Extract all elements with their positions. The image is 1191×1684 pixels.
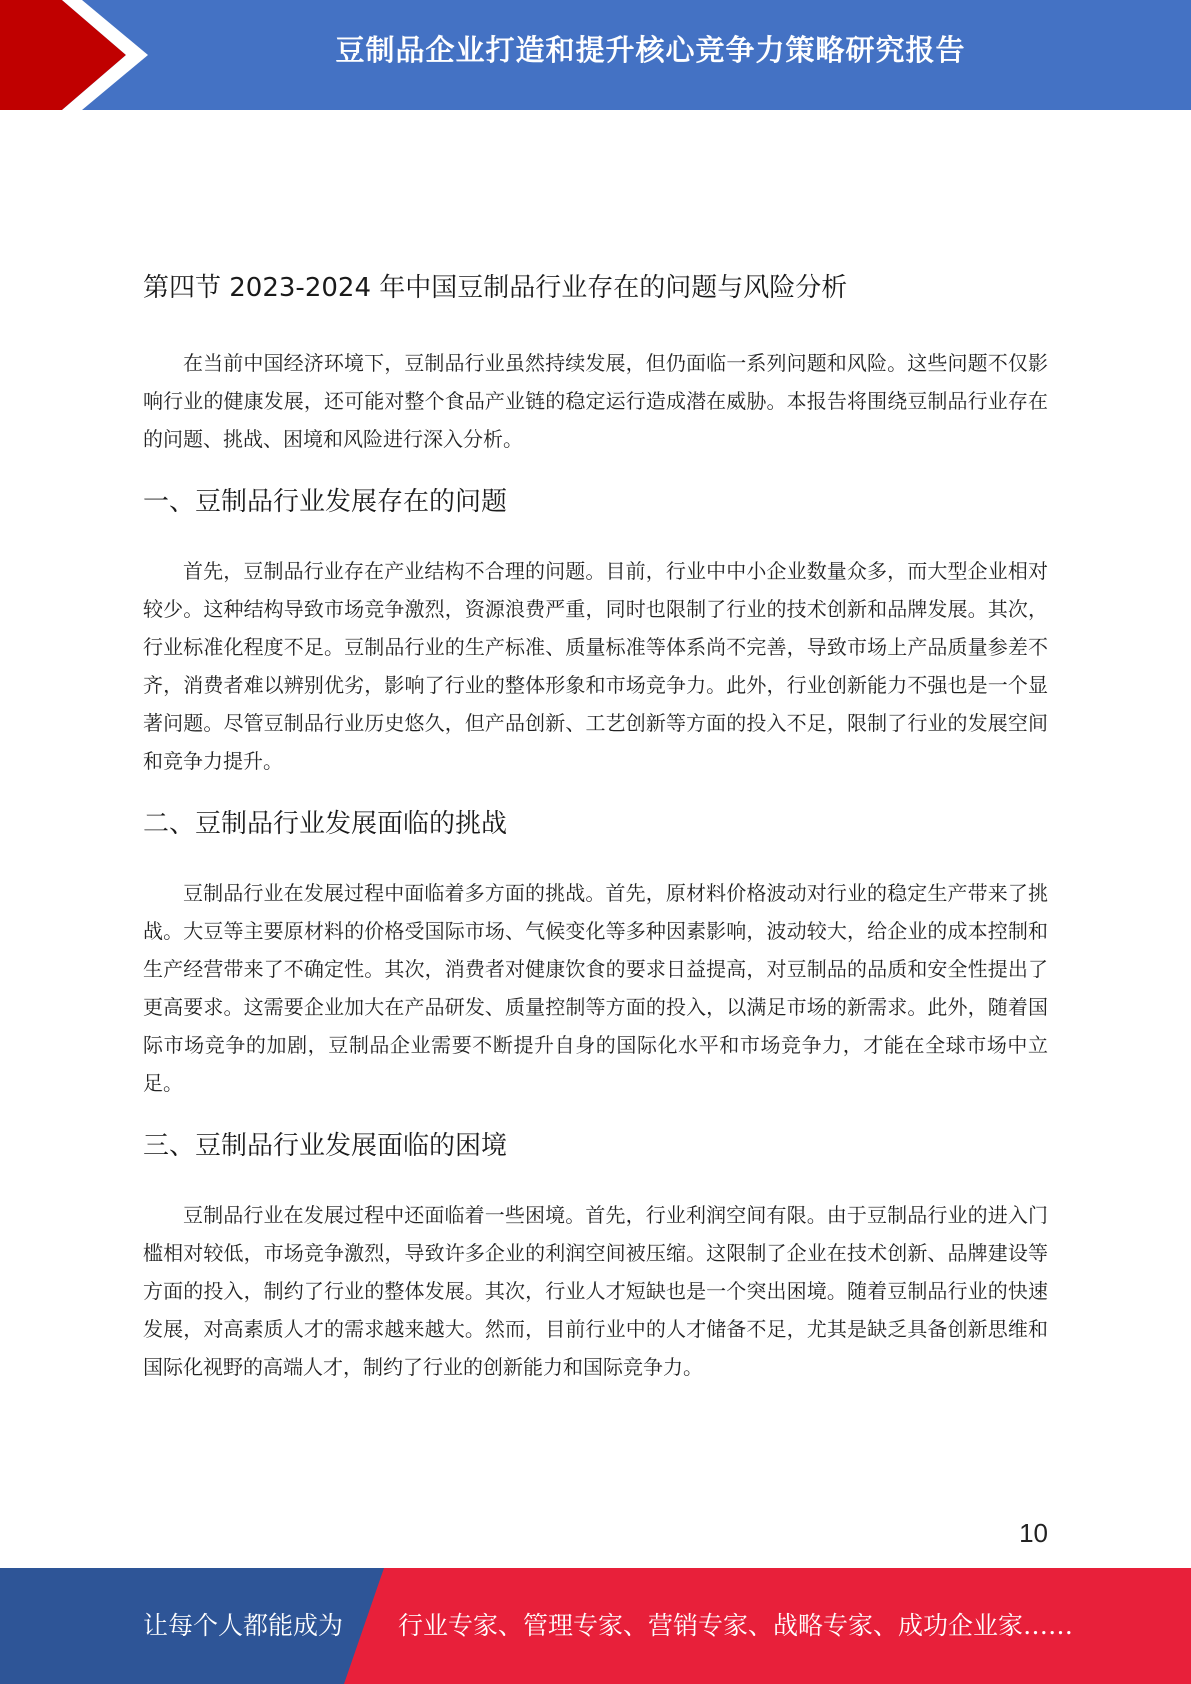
page-header bbox=[0, 0, 1191, 110]
footer-slogan-right: 行业专家、管理专家、营销专家、战略专家、成功企业家…… bbox=[398, 1611, 1074, 1640]
subsection-body-challenges: 豆制品行业在发展过程中面临着多方面的挑战。首先，原材料价格波动对行业的稳定生产带来了挑战。大豆等主要原材料的价格受国际市场、气候变化等多种因素影响，波动较大，给企业的成本控制和生产经营带来了不确定性。其次，消费者对健康饮食的要求日益提高，对豆制品的品质和安全性提出了更高要求。这需要企业加大在产品研发、质量控制等方面的投入，以满足市场的新需求。此外，随着国际市场竞争的加剧，豆制品企业需要不断提升自身的国际化水平和市场竞争力，才能在全球市场中立足。 bbox=[143, 881, 1048, 1095]
intro-paragraph: 在当前中国经济环境下，豆制品行业虽然持续发展，但仍面临一系列问题和风险。这些问题不仅影响行业的健康发展，还可能对整个食品产业链的稳定运行造成潜在威胁。本报告将围绕豆制品行业存在的问题、挑战、困境和风险进行深入分析。 bbox=[143, 351, 1048, 451]
subsection-body-problems: 首先，豆制品行业存在产业结构不合理的问题。目前，行业中中小企业数量众多，而大型企业相对较少。这种结构导致市场竞争激烈，资源浪费严重，同时也限制了行业的技术创新和品牌发展。其次，行业标准化程度不足。豆制品行业的生产标准、质量标准等体系尚不完善，导致市场上产品质量参差不齐，消费者难以辨别优劣，影响了行业的整体形象和市场竞争力。此外，行业创新能力不强也是一个显著问题。尽管豆制品行业历史悠久，但产品创新、工艺创新等方面的投入不足，限制了行业的发展空间和竞争力提升。 bbox=[143, 559, 1048, 773]
footer-slogan-left: 让每个人都能成为 bbox=[143, 1611, 344, 1640]
subsection-heading-challenges: 二、豆制品行业发展面临的挑战 bbox=[143, 809, 508, 839]
page-footer bbox=[0, 1568, 1191, 1684]
subsection-body-dilemmas: 豆制品行业在发展过程中还面临着一些困境。首先，行业利润空间有限。由于豆制品行业的进入门槛相对较低，市场竞争激烈，导致许多企业的利润空间被压缩。这限制了企业在技术创新、品牌建设等方面的投入，制约了行业的整体发展。其次，行业人才短缺也是一个突出困境。随着豆制品行业的快速发展，对高素质人才的需求越来越大。然而，目前行业中的人才储备不足，尤其是缺乏具备创新思维和国际化视野的高端人才，制约了行业的创新能力和国际竞争力。 bbox=[143, 1203, 1048, 1379]
page-number: 10 bbox=[1019, 1518, 1048, 1548]
subsection-heading-problems: 一、豆制品行业发展存在的问题 bbox=[143, 487, 508, 517]
main-content bbox=[143, 268, 1048, 1410]
subsection-heading-dilemmas: 三、豆制品行业发展面临的困境 bbox=[143, 1131, 508, 1161]
report-title: 豆制品企业打造和提升核心竞争力策略研究报告 bbox=[335, 33, 966, 67]
section-title: 第四节 2023-2024 年中国豆制品行业存在的问题与风险分析 bbox=[143, 273, 848, 303]
